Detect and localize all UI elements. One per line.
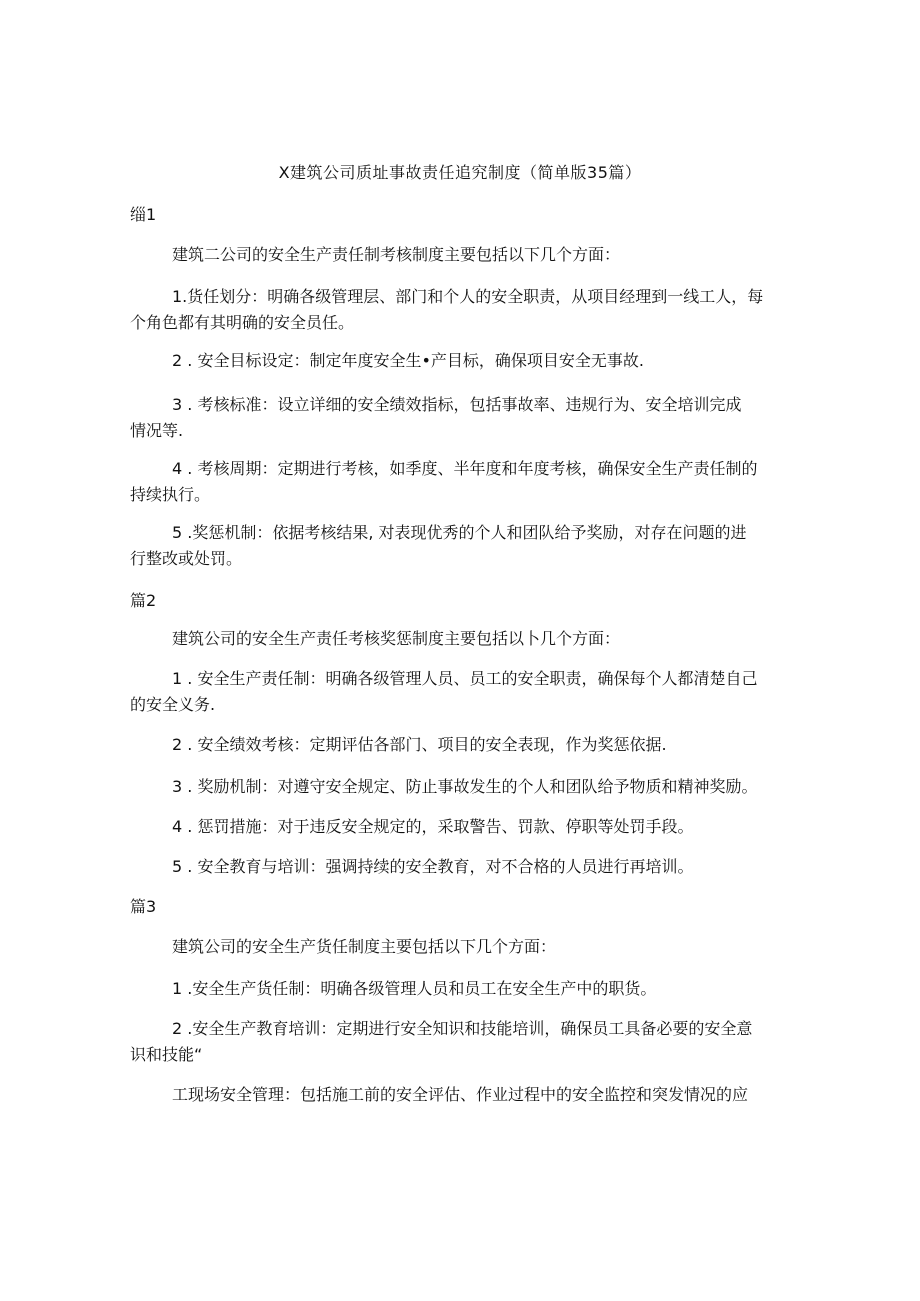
list-item-line: 1 .安全生产货任制：明确各级管理人员和员工在安全生产中的职货。	[172, 979, 657, 998]
document-title: X建筑公司质址事故责任追究制度（简单版35篇）	[278, 163, 642, 182]
list-item-line: 2 . 安全绩效考核：定期评估各部门、项目的安全表现，作为奖惩依据.	[172, 735, 667, 754]
list-item-line: 持续执行。	[130, 485, 211, 504]
list-item-line: 2 .安全生产教育培训：定期进行安全知识和技能培训，确保员工具备必要的安全意	[172, 1019, 753, 1038]
list-item-line: 的安全义务.	[130, 695, 216, 714]
list-item-line: 5 .奖惩机制：依据考核结果, 对表现优秀的个人和团队给予奖励，对存在问题的进	[172, 523, 747, 542]
list-item-line: 行整改或处罚。	[130, 549, 243, 568]
list-item-line: 1.货任划分：明确各级管理层、部门和个人的安全职责，从项目经理到一线工人，每	[172, 287, 764, 306]
list-item-line: 情况等.	[130, 421, 184, 440]
section-heading: 篇2	[130, 591, 157, 610]
list-item-line: 工现场安全管理：包括施工前的安全评估、作业过程中的安全监控和突发情况的应	[172, 1085, 749, 1104]
list-item-line: 识和技能“	[130, 1045, 203, 1064]
list-item-line: 4 . 考核周期：定期进行考核，如季度、半年度和年度考核，确保安全生产责任制的	[172, 459, 758, 478]
list-item-line: 3 . 奖励机制：对遵守安全规定、防止事故发生的个人和团队给予物质和精神奖励。	[172, 777, 758, 796]
list-item-line: 个角色都有其明确的安全员任。	[130, 313, 355, 332]
list-item-line: 2 . 安全目标设定：制定年度安全生•产目标，确保项目安全无事故.	[172, 351, 644, 370]
list-item-line: 1 . 安全生产责任制：明确各级管理人员、员工的安全职责，确保每个人都清楚自己	[172, 669, 758, 688]
list-item-line: 4 . 惩罚措施：对于违反安全规定的，采取警告、罚款、停职等处罚手段。	[172, 817, 694, 836]
list-item-line: 5 . 安全教育与培训：强调持续的安全教育，对不合格的人员进行再培训。	[172, 857, 694, 876]
section-intro: 建筑公司的安全生产责任考核奖惩制度主要包括以卜几个方面：	[172, 629, 621, 648]
section-heading: 篇3	[130, 897, 157, 916]
section-intro: 建筑公司的安全生产货任制度主要包括以下几个方面：	[172, 937, 557, 956]
section-intro: 建筑二公司的安全生产责任制考核制度主要包括以下几个方面：	[172, 245, 621, 264]
section-heading: 缁1	[130, 205, 157, 224]
list-item-line: 3 . 考核标准：设立详细的安全绩效指标，包括事故率、违规行为、安全培训完成	[172, 395, 742, 414]
